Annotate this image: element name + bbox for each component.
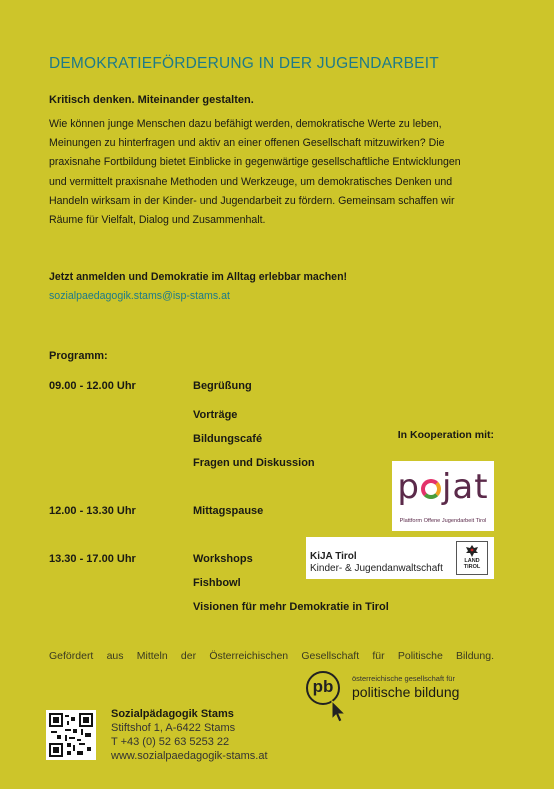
intro-paragraph: Wie können junge Menschen dazu befähigt werden, demokratische Werte zu leben, Meinungen zu hinterfragen und aktiv an einer offenen Gesellschaft mitzuwirken? Die praxisnahe Fortbildung bietet Einblicke in gegenwärtige gesellschaftliche Entwicklungen und vermittelt praxisnahe Methoden und Werkzeuge, um demokratisches Denken und Handeln wirksam in der Kinder- und Jugendarbeit zu fördern. Gemeinsam schaffen wir Räume für Vielfalt, Dialog und Zusammenhalt. [49, 118, 461, 227]
program-item: Visionen für mehr Demokratie in Tirol [193, 601, 389, 613]
page-title: DEMOKRATIEFÖRDERUNG IN DER JUGENDARBEIT [49, 55, 439, 72]
program-item: Workshops [193, 553, 253, 565]
eagle-icon [465, 544, 479, 558]
pb-small-text: österreichische gesellschaft für [352, 674, 455, 683]
cursor-icon [330, 699, 348, 723]
call-to-action: Jetzt anmelden und Demokratie im Alltag erlebbar machen! [49, 271, 348, 283]
time-slot-1: 09.00 - 12.00 Uhr [49, 380, 136, 392]
pojat-ring-icon [421, 479, 441, 499]
org-website[interactable]: www.sozialpaedagogik-stams.at [111, 750, 268, 762]
program-item: Begrüßung [193, 380, 252, 392]
pojat-wordmark: p jat [397, 467, 489, 507]
pojat-logo [392, 461, 494, 531]
program-item: Mittagspause [193, 505, 264, 517]
time-slot-3: 13.30 - 17.00 Uhr [49, 553, 136, 565]
pb-big-text: politische bildung [352, 684, 460, 700]
kija-subtitle: Kinder- & Jugendanwaltschaft [310, 563, 443, 574]
pb-mark: pb [306, 671, 340, 705]
land-line: LAND [464, 558, 480, 564]
email-link[interactable]: sozialpaedagogik.stams@isp-stams.at [49, 290, 230, 302]
program-item: Fragen und Diskussion [193, 457, 315, 469]
program-item: Vorträge [193, 409, 238, 421]
program-item: Fishbowl [193, 577, 241, 589]
cooperation-label: In Kooperation mit: [397, 429, 494, 441]
time-slot-2: 12.00 - 13.30 Uhr [49, 505, 136, 517]
qr-code-icon[interactable] [46, 710, 96, 760]
funding-note: Gefördert aus Mitteln der Österreichischen Gesellschaft für Politische Bildung. [49, 650, 494, 662]
program-item: Bildungscafé [193, 433, 263, 445]
kija-logo [306, 537, 494, 579]
pb-logo [306, 671, 496, 727]
org-address: Stiftshof 1, A-6422 Stams [111, 722, 236, 734]
subtitle: Kritisch denken. Miteinander gestalten. [49, 94, 254, 106]
pojat-tagline: Plattform Offene Jugendarbeit Tirol [399, 518, 487, 524]
land-tirol-logo [456, 541, 488, 575]
land-line: TIROL [463, 564, 481, 570]
org-phone: T +43 (0) 52 63 5253 22 [111, 736, 230, 748]
kija-title: KiJA Tirol [310, 551, 357, 562]
org-name: Sozialpädagogik Stams [111, 708, 234, 720]
program-heading: Programm: [49, 350, 108, 362]
